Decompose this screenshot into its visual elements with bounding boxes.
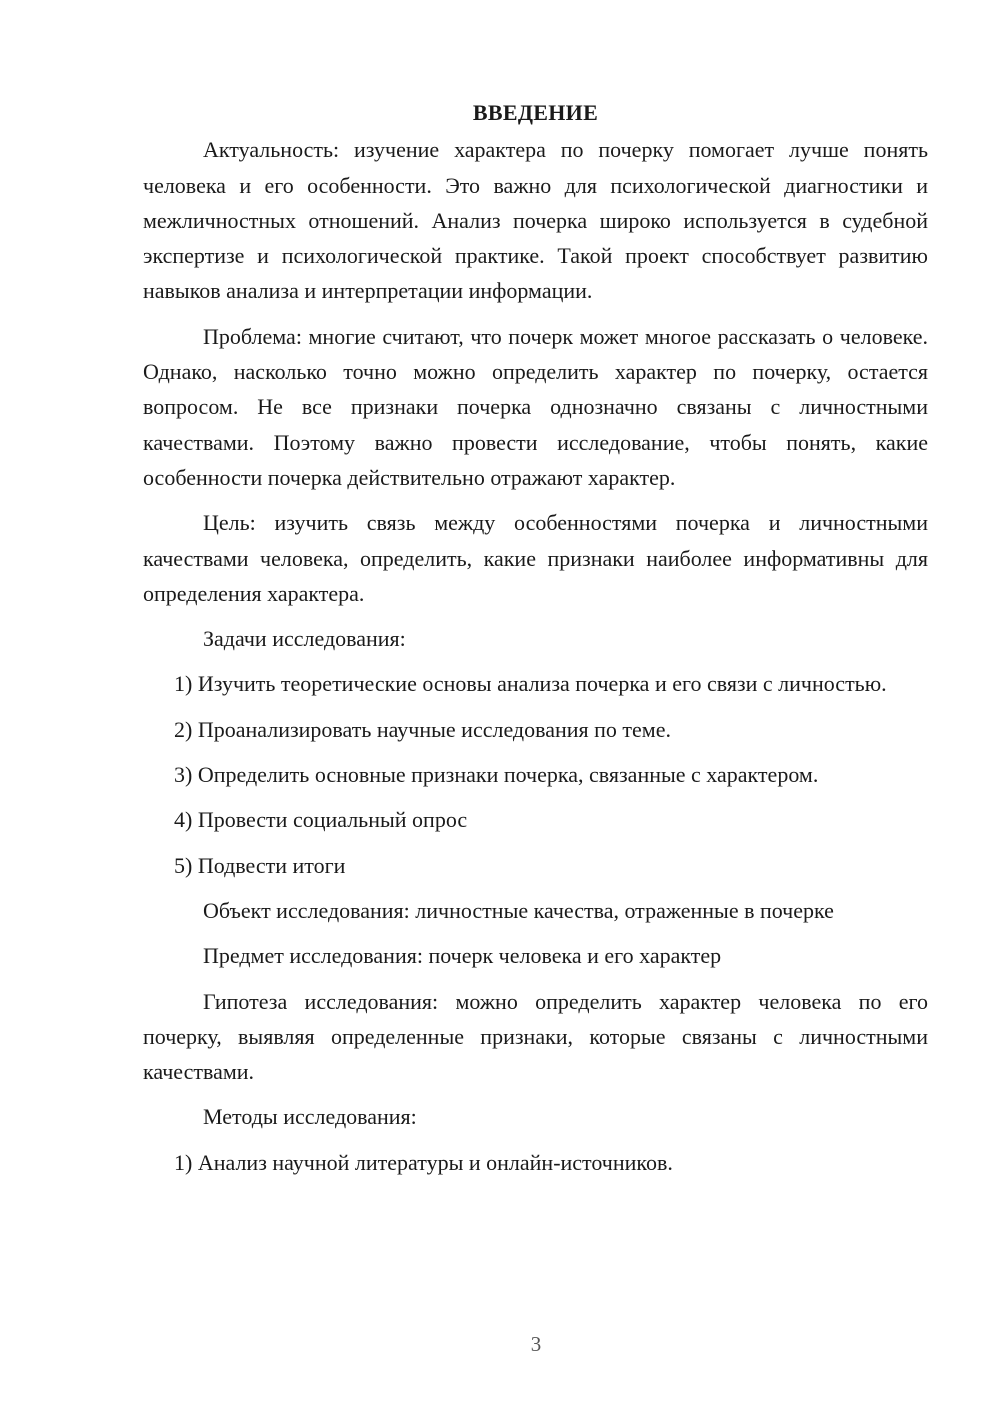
problem-paragraph: Проблема: многие считают, что почерк может многое рассказать о человеке. Однако, насколько точно можно определить характер по почерку, остается вопросом. Не все признаки почерка однозначно связаны с личностными качествами. Поэтому важно провести исследование, чтобы понять, какие особенности почерка действительно отражают характер.: [143, 323, 928, 490]
hypothesis-paragraph: Гипотеза исследования: можно определить характер человека по его почерку, выявляя определенные признаки, которые связаны с личностными качествами.: [143, 988, 928, 1085]
task-item-3: 3) Определить основные признаки почерка, связанные с характером.: [174, 762, 819, 788]
task-item-2: 2) Проанализировать научные исследования по теме.: [174, 716, 671, 742]
task-item-4: 4) Провести социальный опрос: [174, 807, 468, 833]
subject-line: Предмет исследования: почерк человека и его характер: [203, 943, 722, 969]
methods-heading: Методы исследования:: [203, 1104, 417, 1130]
method-item-1: 1) Анализ научной литературы и онлайн-источников.: [174, 1149, 673, 1175]
object-line: Объект исследования: личностные качества, отраженные в почерке: [203, 897, 834, 923]
document-page: [143, 95, 928, 1180]
task-item-5: 5) Подвести итоги: [174, 852, 346, 878]
section-title: ВВЕДЕНИЕ: [472, 100, 599, 125]
goal-paragraph: Цель: изучить связь между особенностями почерка и личностными качествами человека, определить, какие признаки наиболее информативны для определения характера.: [143, 510, 928, 606]
page-number: 3: [530, 1332, 542, 1356]
relevance-paragraph: Актуальность: изучение характера по почерку помогает лучше понять человека и его особенности. Это важно для психологической диагностики и межличностных отношений. Анализ почерка широко используется в судебной экспертизе и психологической практике. Такой проект способствует развитию навыков анализа и интерпретации информации.: [143, 137, 928, 304]
tasks-heading: Задачи исследования:: [203, 626, 406, 652]
task-item-1: 1) Изучить теоретические основы анализа почерка и его связи с личностью.: [174, 671, 887, 697]
